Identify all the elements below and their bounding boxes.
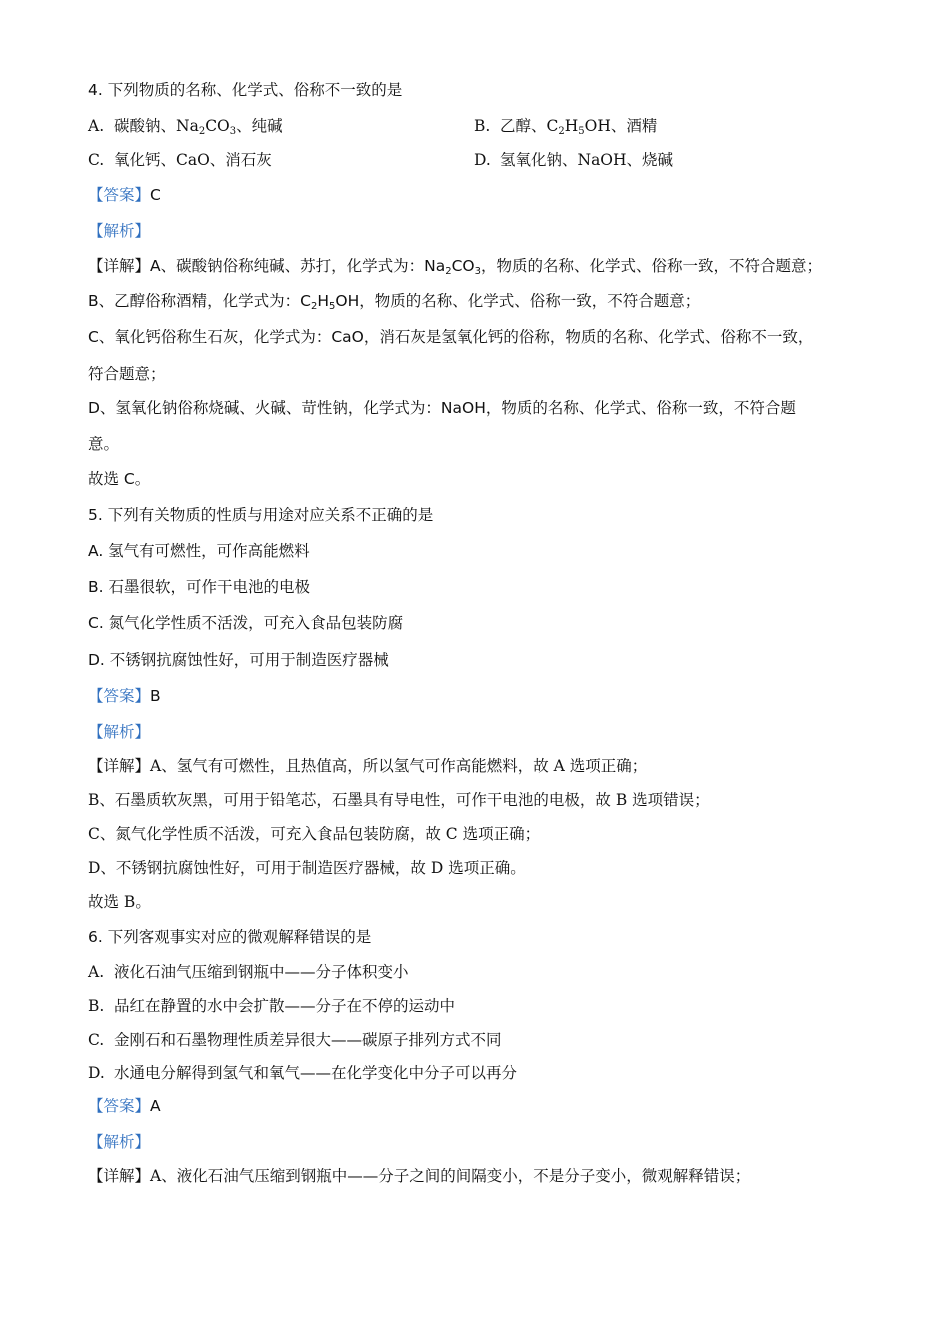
q4-option-c-letter: C. <box>88 151 105 169</box>
q4-explain-c-line1: C、氧化钙俗称生石灰，化学式为：CaO，消石灰是氢氧化钙的俗称，物质的名称、化学式、俗称不一致， <box>88 328 814 346</box>
q5-explain-a-text: A、氢气有可燃性，且热值高，所以氢气可作高能燃料，故 A 选项正确； <box>150 757 648 775</box>
q5-answer-label: 【答案】 <box>88 687 151 705</box>
q4-option-d-letter: D. <box>474 151 491 169</box>
q4-answer-value: C <box>150 186 161 204</box>
q4-option-a-sub2: 3 <box>229 126 237 137</box>
q6-option-b-text: 品红在静置的水中会扩散——分子在不停的运动中 <box>114 997 456 1015</box>
q6-option-c <box>88 1030 502 1050</box>
q4-option-b-sub1: 2 <box>558 126 565 137</box>
q6-explain-a <box>88 1166 750 1186</box>
q6-option-a-text: 液化石油气压缩到钢瓶中——分子体积变小 <box>114 963 409 981</box>
q5-option-b: B. 石墨很软，可作干电池的电极 <box>88 578 310 596</box>
q4-explain-c-line2: 符合题意； <box>88 365 166 383</box>
q6-option-d-letter: D. <box>88 1064 105 1082</box>
q4-explain-a-pre: A、碳酸钠俗称纯碱、苏打，化学式为：Na <box>150 257 446 275</box>
q6-detail-label: 【详解】 <box>88 1167 151 1185</box>
q6-option-a <box>88 962 409 982</box>
q4-option-b-pre: 乙醇、C <box>500 117 559 135</box>
q6-answer-value: A <box>150 1097 161 1115</box>
q4-explain-b <box>88 291 700 311</box>
q6-option-c-text: 金刚石和石墨物理性质差异很大——碳原子排列方式不同 <box>114 1031 502 1049</box>
q6-answer-label: 【答案】 <box>88 1097 151 1115</box>
q5-explain-b: B、石墨质软灰黑，可用于铅笔芯，石墨具有导电性，可作干电池的电极，故 B 选项错误； <box>88 791 710 809</box>
q4-option-d-text: 氢氧化钠、NaOH、烧碱 <box>500 151 674 169</box>
q4-answer <box>88 185 161 205</box>
q4-option-c <box>88 150 272 170</box>
q6-option-b <box>88 996 455 1016</box>
q5-explain-d: D、不锈钢抗腐蚀性好，可用于制造医疗器械，故 D 选项正确。 <box>88 859 526 877</box>
q5-option-a: A. 氢气有可燃性，可作高能燃料 <box>88 542 310 560</box>
q4-explain-a <box>88 256 822 276</box>
q5-conclusion: 故选 B。 <box>88 893 151 911</box>
q4-explain-b-pre: B、乙醇俗称酒精，化学式为：C <box>88 292 311 310</box>
q5-explain-c: C、氮气化学性质不活泼，可充入食品包装防腐，故 C 选项正确； <box>88 825 541 843</box>
q6-option-a-letter: A. <box>88 963 105 981</box>
q4-detail-label: 【详解】 <box>88 257 151 275</box>
q4-explain-d-line2: 意。 <box>88 435 120 453</box>
q6-option-d <box>88 1063 517 1083</box>
q4-explain-b-mid: H <box>317 292 329 310</box>
q5-analysis-label: 【解析】 <box>88 723 151 741</box>
q4-analysis-label: 【解析】 <box>88 222 151 240</box>
q5-option-c: C. 氮气化学性质不活泼，可充入食品包装防腐 <box>88 614 404 632</box>
q4-option-a <box>88 116 283 136</box>
q5-option-d: D. 不锈钢抗腐蚀性好，可用于制造医疗器械 <box>88 651 389 669</box>
q5-answer-value: B <box>150 687 161 705</box>
q4-explain-d-line1: D、氢氧化钠俗称烧碱、火碱、苛性钠，化学式为：NaOH，物质的名称、化学式、俗称一致，不符合题 <box>88 399 796 417</box>
q4-option-b-post: OH、酒精 <box>584 117 658 135</box>
q4-explain-b-sub2: 5 <box>329 301 336 312</box>
q4-answer-label: 【答案】 <box>88 186 151 204</box>
q4-explain-a-sub2: 3 <box>474 266 481 277</box>
q5-stem: 5. 下列有关物质的性质与用途对应关系不正确的是 <box>88 506 434 524</box>
q4-conclusion: 故选 C。 <box>88 470 151 488</box>
q4-option-b-letter: B. <box>474 117 491 135</box>
q4-option-b-sub2: 5 <box>578 126 585 137</box>
q4-option-b <box>474 116 657 136</box>
q4-option-d <box>474 150 673 170</box>
q6-option-d-text: 水通电分解得到氢气和氧气——在化学变化中分子可以再分 <box>114 1064 518 1082</box>
q4-stem <box>88 80 402 100</box>
q5-explain-a <box>88 756 647 776</box>
q4-explain-a-mid: CO <box>451 257 475 275</box>
q4-explain-a-post: ，物质的名称、化学式、俗称一致，不符合题意； <box>481 257 823 275</box>
q4-option-a-post: 、纯碱 <box>236 117 283 135</box>
q4-stem-text: 4. 下列物质的名称、化学式、俗称不一致的是 <box>88 81 403 99</box>
q5-answer <box>88 686 161 706</box>
q4-explain-b-sub1: 2 <box>310 301 318 312</box>
q5-detail-label: 【详解】 <box>88 757 151 775</box>
q4-explain-a-sub1: 2 <box>445 266 452 277</box>
q4-option-c-text: 氧化钙、CaO、消石灰 <box>114 151 272 169</box>
q4-explain-b-post: OH，物质的名称、化学式、俗称一致，不符合题意； <box>335 292 701 310</box>
q4-option-a-mid: CO <box>205 117 230 135</box>
q4-option-a-sub1: 2 <box>198 126 206 137</box>
q6-stem: 6. 下列客观事实对应的微观解释错误的是 <box>88 928 372 946</box>
q6-option-c-letter: C. <box>88 1031 105 1049</box>
q4-option-a-letter: A. <box>88 117 105 135</box>
q6-answer <box>88 1096 161 1116</box>
q6-explain-a-text: A、液化石油气压缩到钢瓶中——分子之间的间隔变小，不是分子变小，微观解释错误； <box>150 1167 751 1185</box>
q6-analysis-label: 【解析】 <box>88 1133 151 1151</box>
q4-option-b-mid: H <box>564 117 579 135</box>
q4-option-a-pre: 碳酸钠、Na <box>114 117 199 135</box>
q6-option-b-letter: B. <box>88 997 105 1015</box>
